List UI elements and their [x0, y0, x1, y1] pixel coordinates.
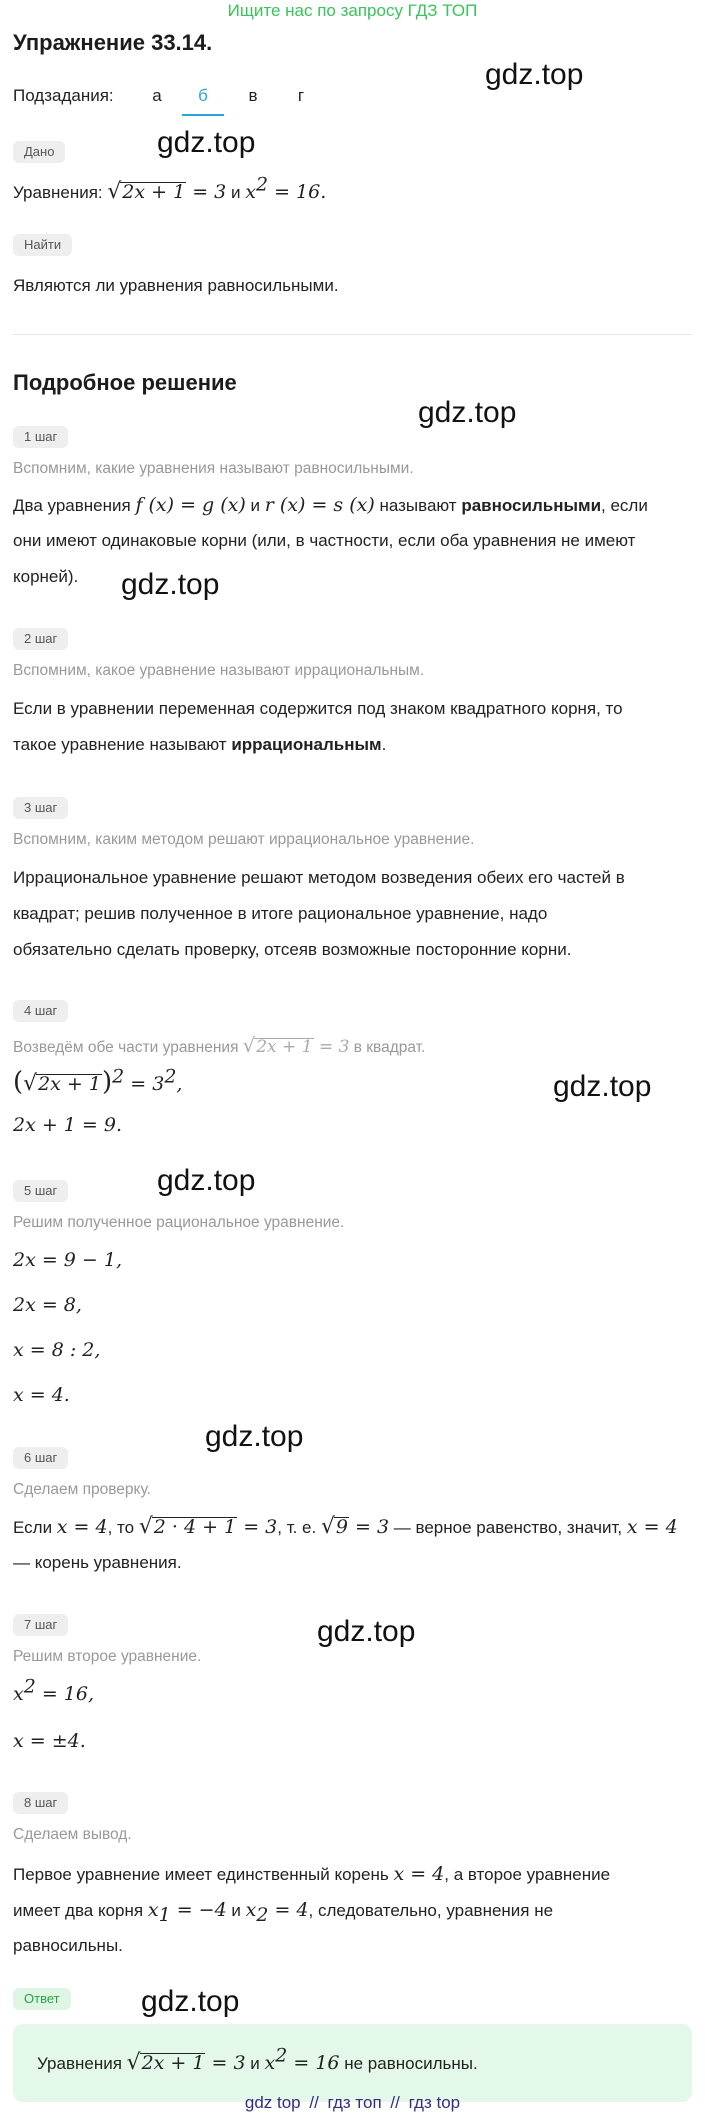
step-text: они имеют одинаковые корни (или, в частности, если оба уравнения не имеют	[13, 531, 636, 550]
step-text: обязательно сделать проверку, отсеяв возможные посторонние корни.	[13, 940, 572, 959]
math-line: $(√2x + 1)^2 = 3^2$,	[13, 1065, 183, 1097]
step-text: Два уравнения f (x) = g (x) и r (x) = s (x) называют равносильными, если	[13, 494, 648, 516]
step-text: такое уравнение называют иррациональным.	[13, 735, 387, 754]
tab-b[interactable]: б	[182, 86, 224, 116]
watermark: gdz.top	[553, 1070, 652, 1103]
step-hint: Вспомним, каким методом решают иррациональное уравнение.	[13, 831, 475, 848]
footer-links	[0, 2093, 705, 2113]
answer-text: Уравнения √2x + 1 = 3 и $x^2 = 16$ не равносильны.	[37, 2044, 478, 2075]
watermark: gdz.top	[317, 1615, 416, 1648]
watermark: gdz.top	[485, 58, 584, 91]
math-line: $x^2 = 16$,	[13, 1675, 95, 1705]
page-title: Упражнение 33.14.	[13, 30, 213, 55]
step-text: Иррациональное уравнение решают методом возведения обеих его частей в	[13, 868, 625, 887]
step-hint: Сделаем проверку.	[13, 1481, 151, 1498]
watermark: gdz.top	[157, 1164, 256, 1197]
step-text: Если в уравнении переменная содержится под знаком квадратного корня, то	[13, 699, 623, 718]
step-hint: Решим второе уравнение.	[13, 1648, 202, 1665]
step-text: квадрат; решив полученное в итоге рациональное уравнение, надо	[13, 904, 548, 923]
step-badge: 5 шаг	[13, 1180, 68, 1202]
find-badge: Найти	[13, 234, 72, 256]
step-hint: Решим полученное рациональное уравнение.	[13, 1214, 345, 1231]
step-badge: 1 шаг	[13, 426, 68, 448]
find-text: Являются ли уравнения равносильными.	[13, 276, 339, 295]
divider	[13, 334, 692, 335]
step-badge: 3 шаг	[13, 797, 68, 819]
tab-v[interactable]: в	[248, 86, 258, 105]
step-badge: 6 шаг	[13, 1447, 68, 1469]
given-badge: Дано	[13, 141, 65, 163]
step-text: имеет два корня $x_1 = -4$ и $x_2 = 4$, следовательно, уравнения не	[13, 1899, 554, 1926]
math-line: 2x + 1 = 9.	[13, 1114, 123, 1136]
step-badge: 8 шаг	[13, 1792, 68, 1814]
footer-link[interactable]: гдз top	[408, 2093, 461, 2112]
answer-badge: Ответ	[13, 1988, 71, 2010]
math-line: 2x = 9 − 1,	[13, 1249, 123, 1271]
watermark: gdz.top	[205, 1420, 304, 1453]
step-hint: Вспомним, какие уравнения называют равносильными.	[13, 460, 414, 477]
step-hint: Сделаем вывод.	[13, 1826, 132, 1843]
watermark: gdz.top	[418, 396, 517, 429]
math-line: x = 4.	[13, 1384, 70, 1406]
math-line: x = 8 : 2,	[13, 1339, 101, 1361]
step-text: Первое уравнение имеет единственный корень x = 4, а второе уравнение	[13, 1863, 611, 1885]
step-text: равносильны.	[13, 1936, 123, 1955]
step-badge: 4 шаг	[13, 1000, 68, 1022]
footer-link[interactable]: gdz top	[244, 2093, 301, 2112]
step-hint: Вспомним, какое уравнение называют иррациональным.	[13, 662, 425, 679]
footer-link[interactable]: гдз топ	[327, 2093, 382, 2112]
subtasks-label: Подзадания:	[13, 86, 114, 105]
tab-a[interactable]: а	[152, 86, 162, 105]
step-badge: 2 шаг	[13, 628, 68, 650]
given-text: Уравнения: √2x + 1 = 3 и $x^2 = 16$.	[13, 173, 327, 204]
step-badge: 7 шаг	[13, 1614, 68, 1636]
math-line: 2x = 8,	[13, 1294, 82, 1316]
solution-title: Подробное решение	[13, 370, 237, 395]
watermark: gdz.top	[121, 568, 220, 601]
step-hint: Возведём обе части уравнения √2x + 1 = 3 в квадрат.	[13, 1034, 426, 1057]
footer-separator: //	[390, 2093, 400, 2112]
step-text: Если x = 4, то √2 · 4 + 1 = 3, т. е. √9 = 3 — верное равенство, значит, x = 4	[13, 1514, 678, 1539]
tab-g[interactable]: г	[297, 86, 305, 105]
watermark: gdz.top	[157, 126, 256, 159]
step-text: — корень уравнения.	[13, 1553, 182, 1572]
search-hint-link[interactable]: Ищите нас по запросу ГДЗ ТОП	[227, 1, 478, 20]
footer-separator: //	[309, 2093, 319, 2112]
step-text: корней).	[13, 567, 79, 586]
math-line: x = ±4.	[13, 1730, 86, 1752]
watermark: gdz.top	[141, 1985, 240, 2018]
